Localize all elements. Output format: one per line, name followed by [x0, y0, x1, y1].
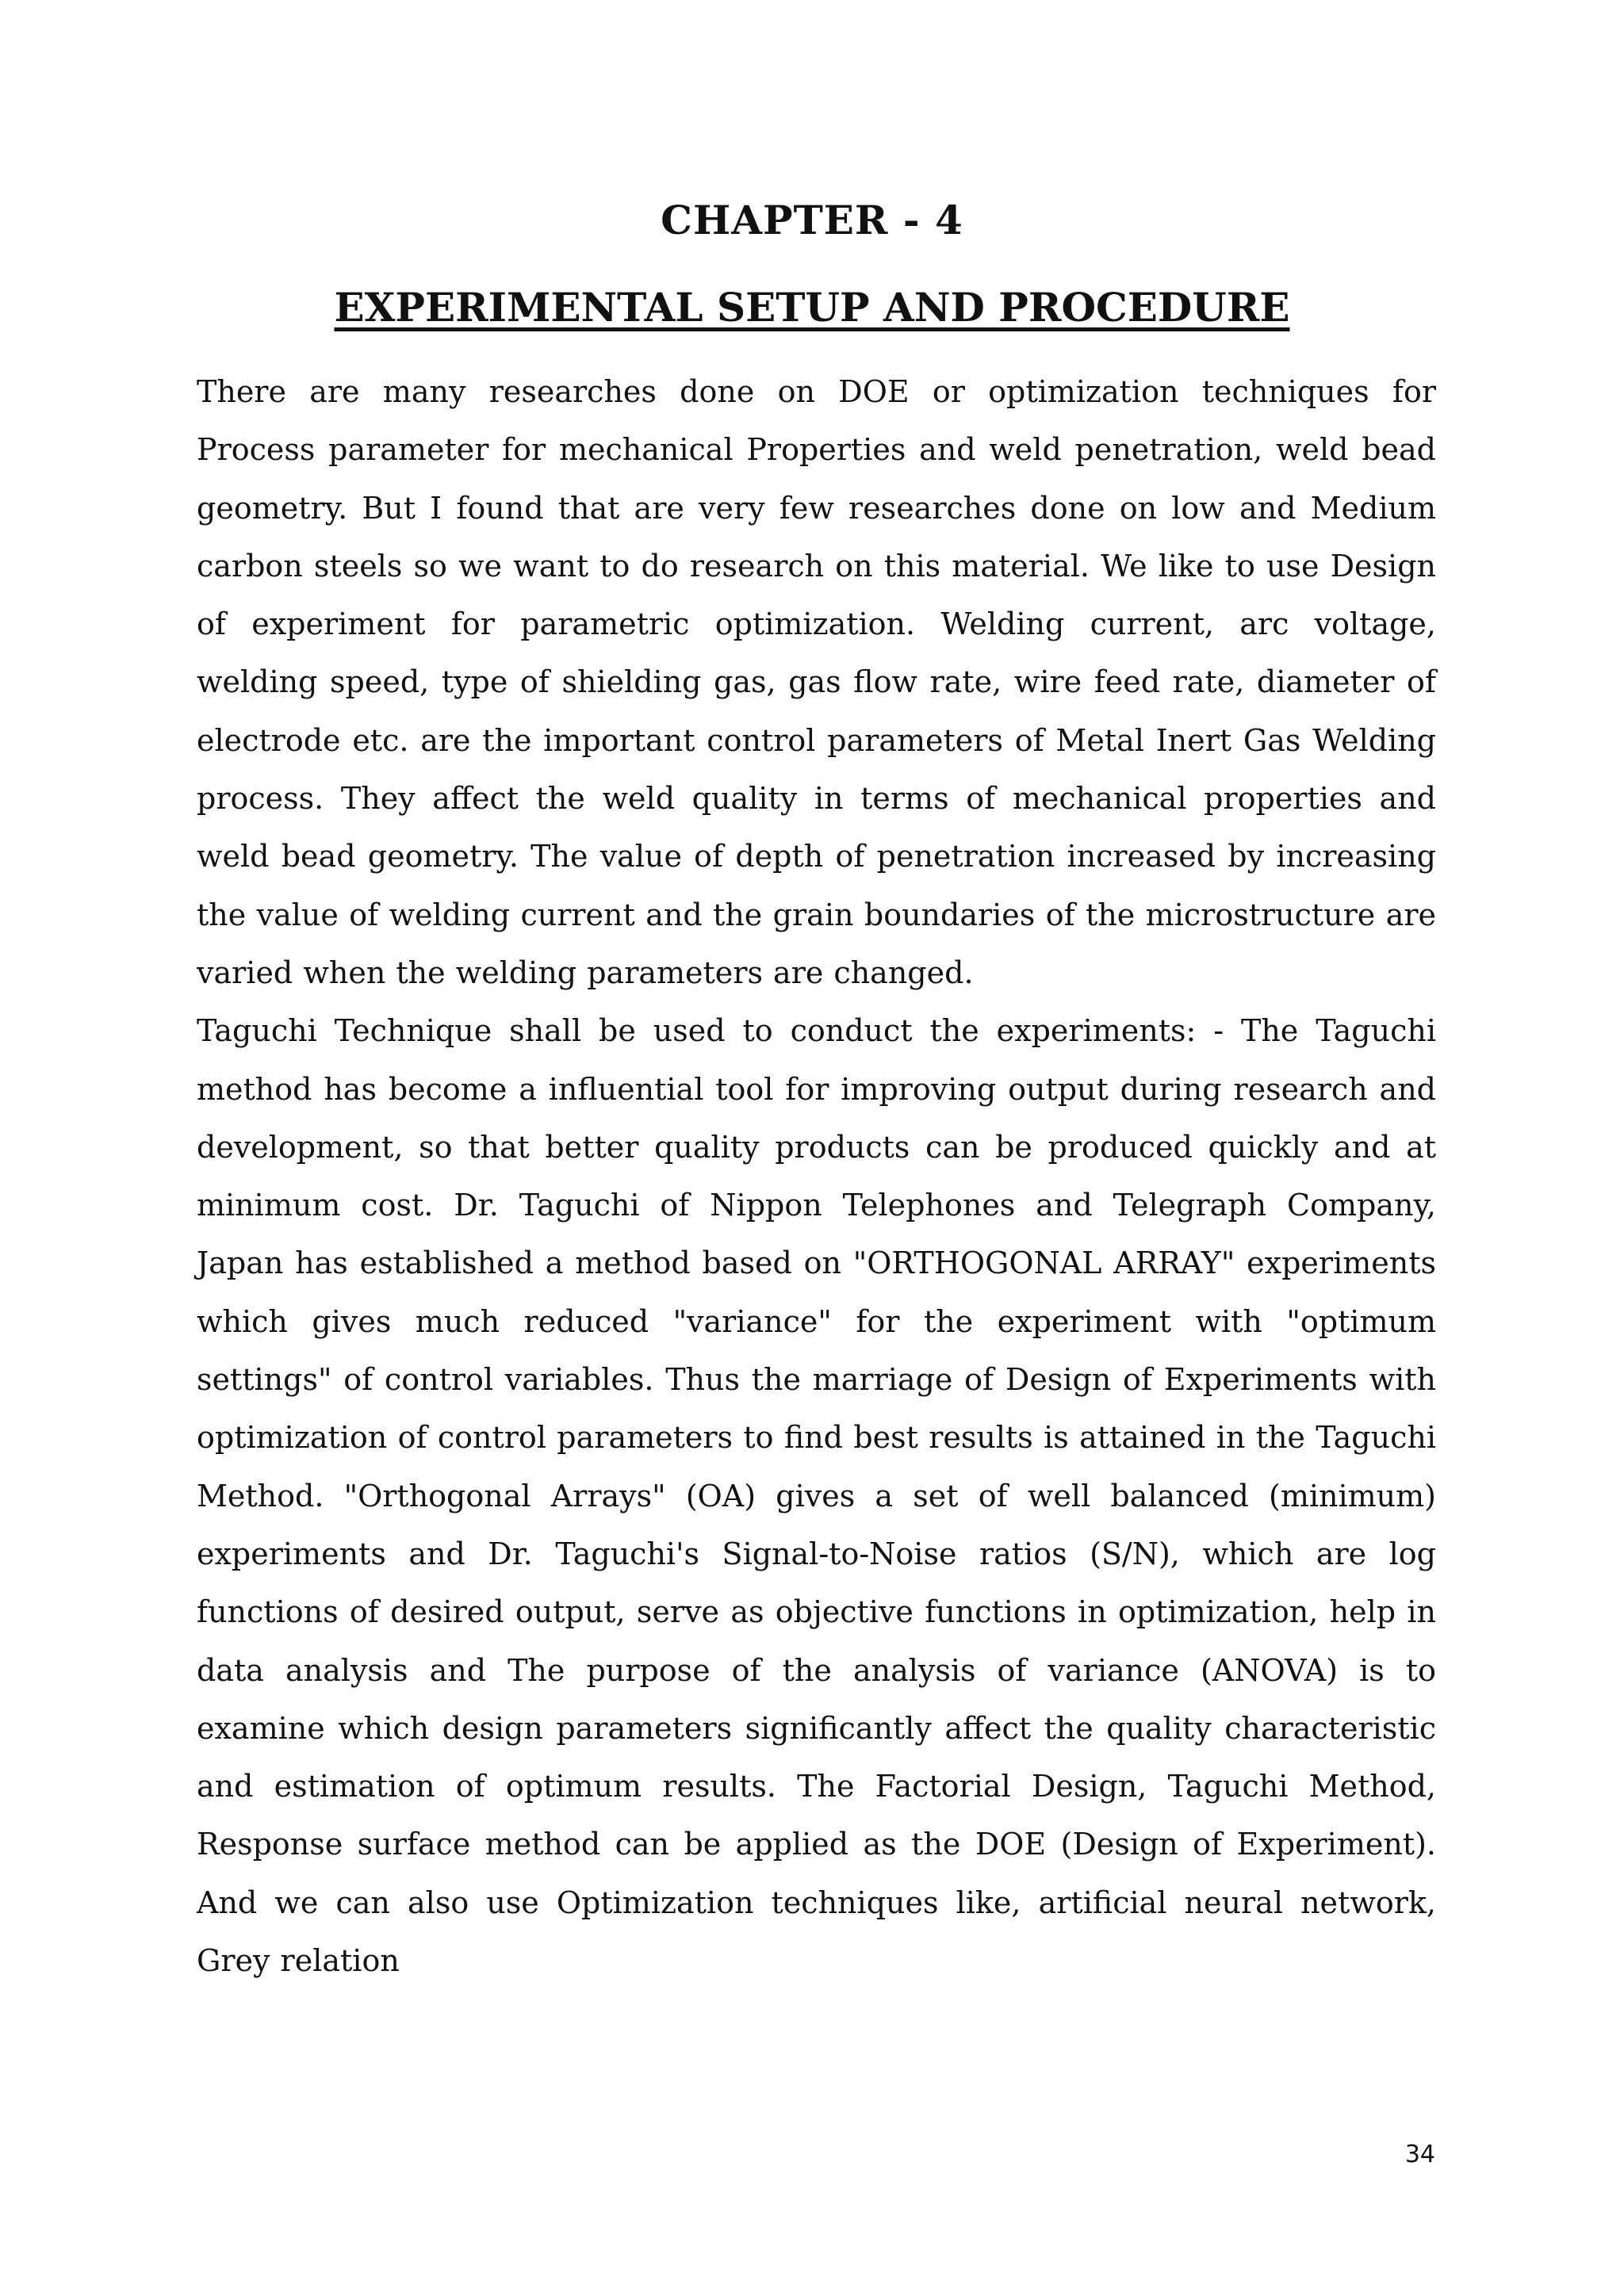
- body-text: [197, 363, 1436, 1990]
- paragraph-taguchi: Taguchi Technique shall be used to conduct the experiments: - The Taguchi method has become a influential tool for improving output during research and development, so that better quality products can be produced quickly and at minimum cost. Dr. Taguchi of Nippon Telephones and Telegraph Company, Japan has established a method based on "ORTHOGONAL ARRAY" experiments which gives much reduced "variance" for the experiment with "optimum settings" of control variables. Thus the marriage of Design of Experiments with optimization of control parameters to find best results is attained in the Taguchi Method. "Orthogonal Arrays" (OA) gives a set of well balanced (minimum) experiments and Dr. Taguchi's Signal-to-Noise ratios (S/N), which are log functions of desired output, serve as objective functions in optimization, help in data analysis and The purpose of the analysis of variance (ANOVA) is to examine which design parameters significantly affect the quality characteristic and estimation of optimum results. The Factorial Design, Taguchi Method, Response surface method can be applied as the DOE (Design of Experiment). And we can also use Optimization techniques like, artificial neural network, Grey relation: [197, 1013, 1436, 1979]
- page-number: 34: [1404, 2141, 1435, 2168]
- paragraph-intro: There are many researches done on DOE or optimization techniques for Process parameter for mechanical Properties and weld penetration, weld bead geometry. But I found that are very few researches done on low and Medium carbon steels so we want to do research on this material. We like to use Design of experiment for parametric optimization. Welding current, arc voltage, welding speed, type of shielding gas, gas flow rate, wire feed rate, diameter of electrode etc. are the important control parameters of Metal Inert Gas Welding process. They affect the weld quality in terms of mechanical properties and weld bead geometry. The value of depth of penetration increased by increasing the value of welding current and the grain boundaries of the microstructure are varied when the welding parameters are changed.: [197, 374, 1436, 990]
- chapter-number-heading: CHAPTER - 4: [661, 197, 963, 243]
- chapter-title-heading: EXPERIMENTAL SETUP AND PROCEDURE: [334, 284, 1290, 331]
